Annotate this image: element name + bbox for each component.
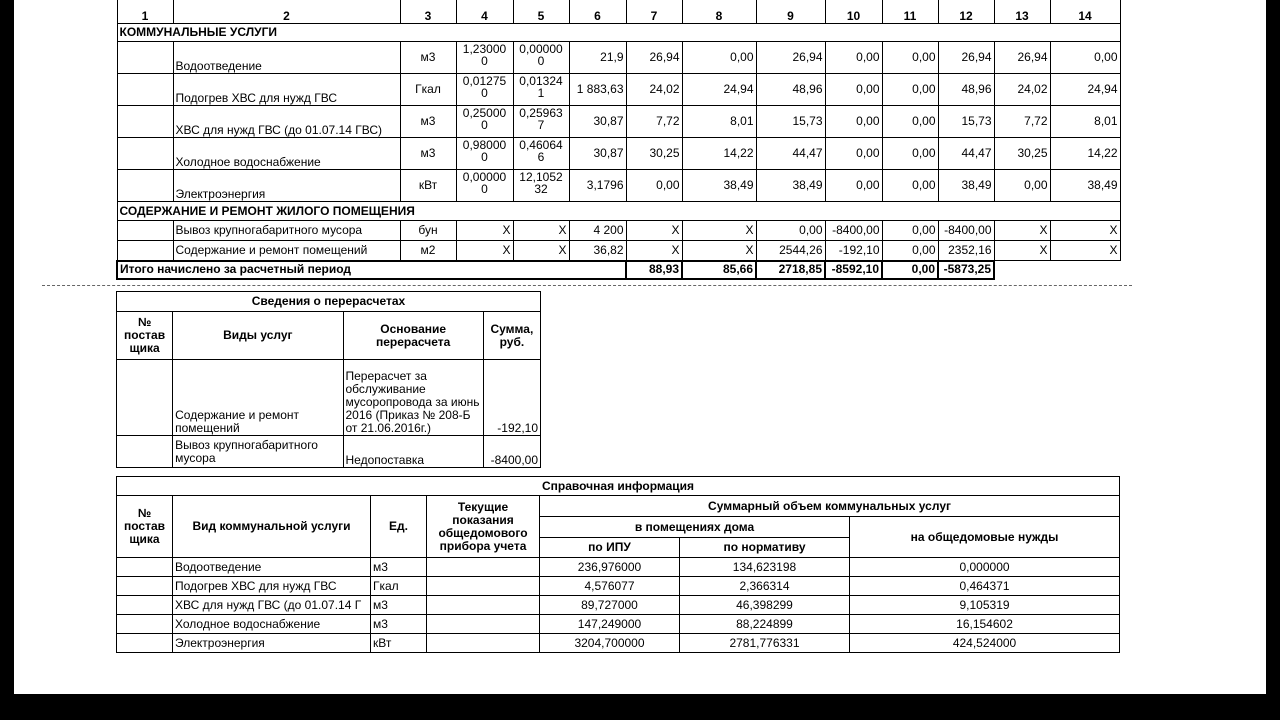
total-value: 0,00	[882, 261, 938, 279]
col-number: 9	[756, 0, 825, 24]
unit: бун	[400, 221, 456, 241]
value: 26,94	[756, 42, 825, 74]
recalc-basis: Недопоставка	[343, 436, 483, 468]
rate: 0,25000 0	[456, 106, 513, 138]
value: 0,00	[756, 221, 825, 241]
value: 0,00	[825, 42, 882, 74]
col-number: 7	[626, 0, 682, 24]
total-value: 88,93	[626, 261, 682, 279]
service-name: Холодное водоснабжение	[173, 615, 371, 634]
total-value: 85,66	[682, 261, 756, 279]
table-row	[117, 634, 1120, 653]
table-row	[117, 558, 1120, 577]
tariff: 1 883,63	[569, 74, 626, 106]
ipu-volume: 89,727000	[540, 596, 680, 615]
value: 38,49	[1050, 170, 1120, 202]
common-volume: 0,464371	[850, 577, 1120, 596]
service-name: Содержание и ремонт помещений	[173, 360, 343, 436]
value: Х	[456, 241, 513, 261]
value: 0,00	[882, 42, 938, 74]
volume: 12,1052 32	[513, 170, 569, 202]
value: 0,00	[882, 106, 938, 138]
recalc-sum: -192,10	[483, 360, 540, 436]
value: Х	[1050, 241, 1120, 261]
value: 44,47	[938, 138, 994, 170]
col-number: 3	[400, 0, 456, 24]
value: Х	[1050, 221, 1120, 241]
value: -8400,00	[825, 221, 882, 241]
col-number: 10	[825, 0, 882, 24]
service-name: Подогрев ХВС для нужд ГВС	[173, 577, 371, 596]
ipu-volume: 4,576077	[540, 577, 680, 596]
value: -8400,00	[938, 221, 994, 241]
col-number: 13	[994, 0, 1050, 24]
value: 38,49	[756, 170, 825, 202]
reference-title: Справочная информация	[117, 477, 1120, 496]
rate: 0,01275 0	[456, 74, 513, 106]
ipu-volume: 3204,700000	[540, 634, 680, 653]
col-number: 11	[882, 0, 938, 24]
value: Х	[456, 221, 513, 241]
tariff: 36,82	[569, 241, 626, 261]
value: 0,00	[825, 106, 882, 138]
value: 2544,26	[756, 241, 825, 261]
service-name: Водоотведение	[173, 42, 400, 74]
norm-header: по нормативу	[680, 538, 850, 558]
col-number: 8	[682, 0, 756, 24]
section-title: СОДЕРЖАНИЕ И РЕМОНТ ЖИЛОГО ПОМЕЩЕНИЯ	[117, 202, 1120, 221]
value: 0,00	[882, 138, 938, 170]
recalc-title: Сведения о перерасчетах	[117, 292, 541, 312]
value: 8,01	[1050, 106, 1120, 138]
volume: 0,25963 7	[513, 106, 569, 138]
total-label: Итого начислено за расчетный период	[117, 261, 626, 279]
value: Х	[513, 221, 569, 241]
value: 26,94	[994, 42, 1050, 74]
table-row	[117, 42, 1120, 74]
recalculation-table	[116, 291, 541, 468]
table-row	[117, 360, 541, 436]
value: 0,00	[882, 241, 938, 261]
table-row	[117, 221, 1120, 241]
value: Х	[626, 221, 682, 241]
service-name: Водоотведение	[173, 558, 371, 577]
value: Х	[626, 241, 682, 261]
table-row	[117, 74, 1120, 106]
unit-header: Ед.	[371, 496, 427, 558]
unit: м3	[400, 42, 456, 74]
tariff: 30,87	[569, 106, 626, 138]
value: Х	[682, 221, 756, 241]
rate: 0,98000 0	[456, 138, 513, 170]
service-name: Электроэнергия	[173, 170, 400, 202]
table-row	[117, 241, 1120, 261]
value: 0,00	[882, 74, 938, 106]
norm-volume: 134,623198	[680, 558, 850, 577]
volume: 0,00000 0	[513, 42, 569, 74]
value: 0,00	[825, 74, 882, 106]
section-header	[117, 24, 1120, 42]
total-volume-header: Суммарный объем коммунальных услуг	[540, 496, 1120, 517]
table-row	[117, 596, 1120, 615]
col-number: 1	[117, 0, 173, 24]
ipu-volume: 236,976000	[540, 558, 680, 577]
value: 0,00	[882, 221, 938, 241]
value: 7,72	[626, 106, 682, 138]
common-volume: 9,105319	[850, 596, 1120, 615]
value: 24,02	[626, 74, 682, 106]
norm-volume: 88,224899	[680, 615, 850, 634]
col-number: 5	[513, 0, 569, 24]
value: 0,00	[825, 138, 882, 170]
volume: 0,01324 1	[513, 74, 569, 106]
value: 38,49	[938, 170, 994, 202]
volume: 0,46064 6	[513, 138, 569, 170]
service-name: Содержание и ремонт помещений	[173, 241, 400, 261]
value: 26,94	[938, 42, 994, 74]
service-name: ХВС для нужд ГВС (до 01.07.14 Г	[173, 596, 371, 615]
table-row	[117, 615, 1120, 634]
norm-volume: 46,398299	[680, 596, 850, 615]
value: Х	[513, 241, 569, 261]
recalc-sum: -8400,00	[483, 436, 540, 468]
value: Х	[994, 221, 1050, 241]
service-name: Вывоз крупногабаритного мусора	[173, 436, 343, 468]
common-volume: 16,154602	[850, 615, 1120, 634]
utility-service-header: Вид коммунальной услуги	[173, 496, 371, 558]
supplier-number-header: № постав щика	[117, 312, 173, 360]
table-row	[117, 106, 1120, 138]
unit: м2	[400, 241, 456, 261]
value: 15,73	[938, 106, 994, 138]
col-number: 12	[938, 0, 994, 24]
unit: м3	[371, 596, 427, 615]
common-volume: 424,524000	[850, 634, 1120, 653]
total-value: 2718,85	[756, 261, 825, 279]
value: -192,10	[825, 241, 882, 261]
in-premises-header: в помещениях дома	[540, 517, 850, 538]
column-number-row	[117, 0, 1120, 24]
section-title: КОММУНАЛЬНЫЕ УСЛУГИ	[117, 24, 1120, 42]
common-needs-header: на общедомовые нужды	[850, 517, 1120, 558]
value: 7,72	[994, 106, 1050, 138]
col-number: 4	[456, 0, 513, 24]
cut-line-divider	[42, 285, 1132, 286]
supplier-number-header: № постав щика	[117, 496, 173, 558]
value: 24,02	[994, 74, 1050, 106]
rate: 1,23000 0	[456, 42, 513, 74]
value: 0,00	[1050, 42, 1120, 74]
service-name: Вывоз крупногабаритного мусора	[173, 221, 400, 241]
table-row	[117, 436, 541, 468]
document-page	[14, 0, 1266, 694]
unit: м3	[371, 558, 427, 577]
service-type-header: Виды услуг	[173, 312, 343, 360]
value: 30,25	[994, 138, 1050, 170]
value: Х	[994, 241, 1050, 261]
tariff: 4 200	[569, 221, 626, 241]
service-name: ХВС для нужд ГВС (до 01.07.14 ГВС)	[173, 106, 400, 138]
reference-info-table	[116, 476, 1120, 653]
unit: м3	[371, 615, 427, 634]
value: 0,00	[682, 42, 756, 74]
value: 0,00	[825, 170, 882, 202]
tariff: 21,9	[569, 42, 626, 74]
value: 2352,16	[938, 241, 994, 261]
table-row	[117, 170, 1120, 202]
value: 26,94	[626, 42, 682, 74]
rate: 0,00000 0	[456, 170, 513, 202]
value: 14,22	[682, 138, 756, 170]
value: 44,47	[756, 138, 825, 170]
value: 48,96	[938, 74, 994, 106]
unit: Гкал	[400, 74, 456, 106]
total-row	[117, 261, 1120, 279]
value: 0,00	[626, 170, 682, 202]
tariff: 30,87	[569, 138, 626, 170]
total-value: -8592,10	[825, 261, 882, 279]
unit: Гкал	[371, 577, 427, 596]
unit: м3	[400, 138, 456, 170]
ipu-volume: 147,249000	[540, 615, 680, 634]
table-row	[117, 577, 1120, 596]
value: 24,94	[1050, 74, 1120, 106]
value: 0,00	[882, 170, 938, 202]
value: 14,22	[1050, 138, 1120, 170]
common-volume: 0,000000	[850, 558, 1120, 577]
service-name: Электроэнергия	[173, 634, 371, 653]
section-header	[117, 202, 1120, 221]
basis-header: Основание перерасчета	[343, 312, 483, 360]
norm-volume: 2,366314	[680, 577, 850, 596]
value: 48,96	[756, 74, 825, 106]
value: Х	[682, 241, 756, 261]
value: 8,01	[682, 106, 756, 138]
norm-volume: 2781,776331	[680, 634, 850, 653]
ipu-header: по ИПУ	[540, 538, 680, 558]
unit: м3	[400, 106, 456, 138]
recalc-basis: Перерасчет за обслуживание мусоропровода за июнь 2016 (Приказ № 208-Б от 21.06.2016г.)	[343, 360, 483, 436]
col-number: 14	[1050, 0, 1120, 24]
meter-reading-header: Текущие показания общедомового прибора учета	[427, 496, 540, 558]
value: 24,94	[682, 74, 756, 106]
table-row	[117, 138, 1120, 170]
unit: кВт	[371, 634, 427, 653]
sum-header: Сумма, руб.	[483, 312, 540, 360]
value: 15,73	[756, 106, 825, 138]
total-value: -5873,25	[938, 261, 994, 279]
service-name: Холодное водоснабжение	[173, 138, 400, 170]
unit: кВт	[400, 170, 456, 202]
col-number: 2	[173, 0, 400, 24]
service-name: Подогрев ХВС для нужд ГВС	[173, 74, 400, 106]
value: 30,25	[626, 138, 682, 170]
charges-table	[116, 0, 1121, 280]
col-number: 6	[569, 0, 626, 24]
value: 38,49	[682, 170, 756, 202]
value: 0,00	[994, 170, 1050, 202]
tariff: 3,1796	[569, 170, 626, 202]
